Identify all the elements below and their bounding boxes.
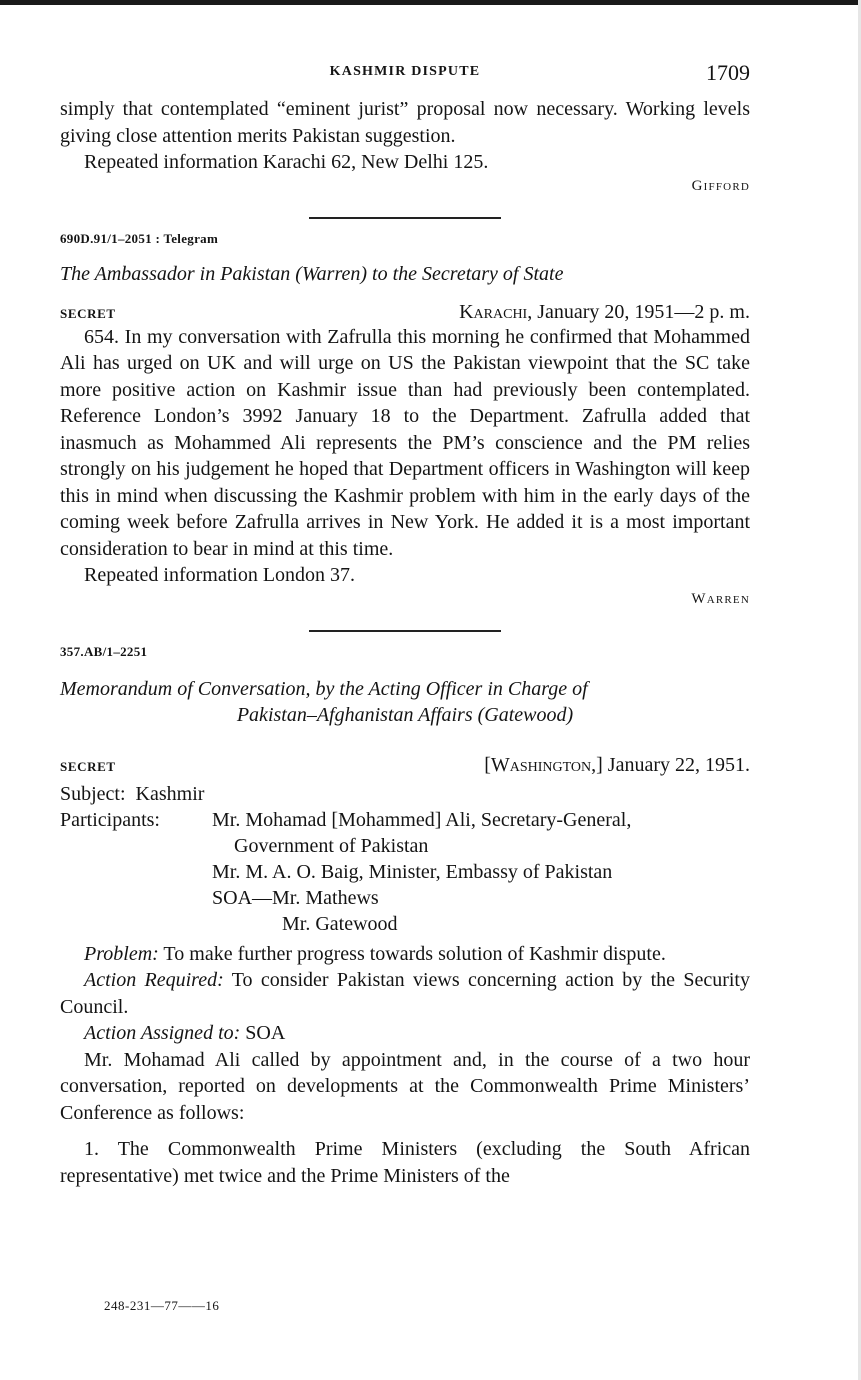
section-divider — [309, 217, 501, 219]
participant-line: Mr. M. A. O. Baig, Minister, Embassy of Pakistan — [212, 860, 613, 883]
section-divider — [309, 630, 501, 632]
doc3-date — [484, 754, 750, 777]
doc3-place: [Washington,] — [484, 753, 603, 776]
action-assigned-text: SOA — [240, 1022, 286, 1044]
action-assigned-label: Action Assigned to: — [84, 1022, 241, 1044]
print-code-footer: 248-231—77——16 — [104, 1298, 220, 1313]
doc2-signature: Warren — [691, 590, 750, 607]
participants-block — [60, 807, 750, 937]
doc3-date-text: January 22, 1951. — [602, 753, 750, 776]
doc1-signature: Gifford — [691, 177, 750, 194]
problem-text: To make further progress towards solution of Kashmir dispute. — [158, 942, 666, 965]
action-required-paragraph — [60, 967, 750, 1020]
doc2-dateline — [60, 301, 750, 324]
doc3-subject-line — [60, 781, 750, 807]
page-top-edge — [0, 0, 861, 5]
doc2-repeated-info: Repeated information London 37. — [84, 564, 356, 586]
doc2-file-number: 690D.91/1–2051 : Telegram — [60, 230, 219, 246]
participant-line: SOA—Mr. Mathews — [212, 886, 379, 909]
document-page — [60, 56, 750, 1189]
problem-label: Problem: — [84, 942, 159, 965]
doc3-title-line2: Pakistan–Afghanistan Affairs (Gatewood) — [236, 703, 574, 726]
doc1-repeated-info: Repeated information Karachi 62, New Delhi 125. — [84, 151, 489, 173]
action-assigned-paragraph — [60, 1020, 750, 1047]
action-required-text: To consider Pakistan views concerning action by the Security Council. — [60, 969, 750, 1018]
subject-label: Subject: — [60, 782, 126, 805]
participants-label: Participants: — [60, 808, 160, 831]
subject-value: Kashmir — [135, 782, 205, 805]
participant-line: Mr. Gatewood — [282, 912, 398, 935]
doc2-title: The Ambassador in Pakistan (Warren) to the Secretary of State — [60, 262, 564, 285]
doc3-paragraph-2: 1. The Commonwealth Prime Ministers (excluding the South African representative) met twice and the Prime Ministers of the — [60, 1138, 750, 1187]
participant-line: Mr. Mohamad [Mohammed] Ali, Secretary-General, — [212, 808, 632, 831]
doc2-date — [459, 301, 750, 324]
action-required-label: Action Required: — [84, 969, 224, 991]
doc3-paragraph-1: Mr. Mohamad Ali called by appointment and, in the course of a two hour conversation, reported on developments at the Commonwealth Prime Ministers’ Conference as follows: — [60, 1048, 750, 1124]
problem-paragraph — [60, 941, 750, 968]
page-number: 1709 — [706, 60, 750, 85]
running-title: KASHMIR DISPUTE — [329, 64, 481, 79]
doc2-body: 654. In my conversation with Zafrulla this morning he confirmed that Mohammed Ali has urged on UK and will urge on US the Pakistan viewpoint that the SC take more positive action on Kashmir issue than had previously been contemplated. Reference London’s 3992 January 18 to the Department. Zafrulla added that inasmuch as Mohammed Ali represents the PM’s conscience and the PM relies strongly on his judgement he hoped that Department officers in Washington will keep this in mind when discussing the Kashmir problem with him in the early days of the coming week before Zafrulla arrives in New York. He added it is a most important consideration to bear in mind at this time. — [60, 325, 750, 560]
doc2-date-text: January 20, 1951—2 p. m. — [532, 300, 750, 323]
doc3-title-line1: Memorandum of Conversation, by the Acting Officer in Charge of — [60, 677, 588, 700]
doc3-dateline — [60, 754, 750, 777]
doc3-file-number: 357.AB/1–2251 — [60, 643, 148, 659]
doc1-continuation: simply that contemplated “eminent jurist” proposal now necessary. Working levels giving close attention merits Pakistan suggestion. — [60, 98, 750, 147]
participant-line: Government of Pakistan — [234, 834, 429, 857]
running-header — [60, 56, 750, 96]
doc2-place: Karachi, — [459, 300, 533, 323]
doc2-classification: SECRET — [60, 305, 116, 321]
doc3-classification: SECRET — [60, 758, 116, 774]
